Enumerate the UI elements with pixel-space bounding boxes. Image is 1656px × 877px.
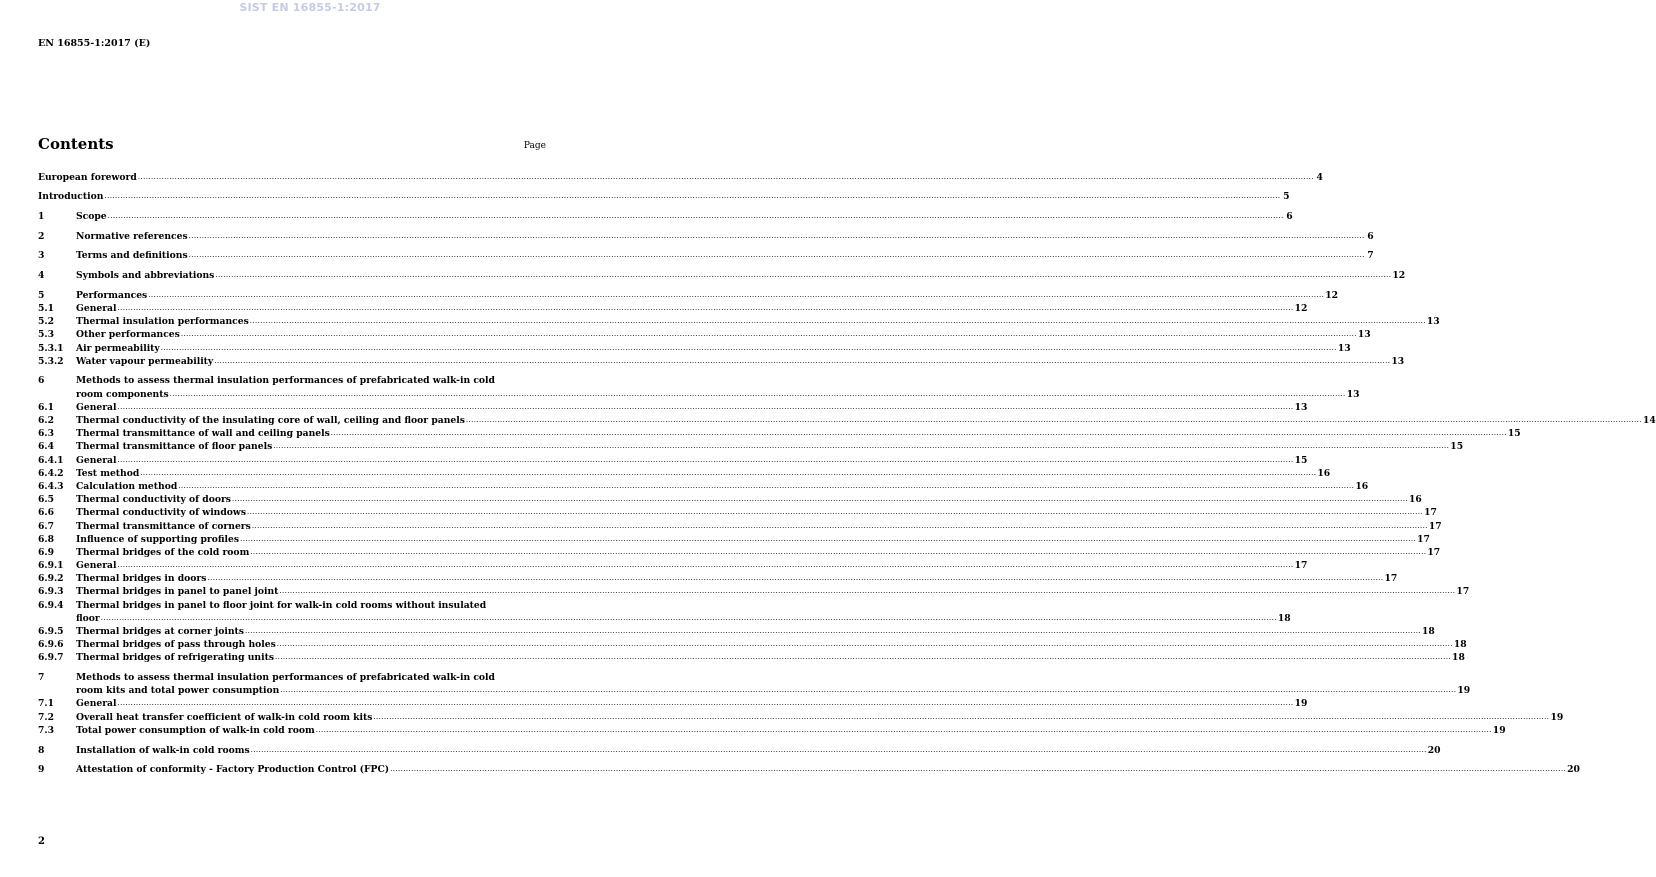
toc-entry-title: Thermal insulation performances <box>76 316 249 328</box>
toc-entry-page: 17 <box>1294 560 1308 572</box>
toc-entry-title: Test method <box>76 467 140 479</box>
toc-entry-page: 17 <box>1428 520 1442 532</box>
dot-leader <box>275 651 1451 664</box>
toc-entry-title: Water vapour permeability <box>76 355 214 367</box>
toc-entry[interactable] <box>38 638 1467 651</box>
dot-leader <box>280 684 1456 697</box>
dot-leader <box>138 171 1314 184</box>
toc-entry-number: 6 <box>38 375 45 387</box>
toc-entry[interactable] <box>38 288 1339 301</box>
toc-entry-first-line <box>38 374 546 387</box>
dot-leader <box>118 559 1294 572</box>
toc-entry-title: Thermal bridges at corner joints <box>76 626 244 637</box>
dot-leader <box>178 480 1354 493</box>
toc-entry-page: 18 <box>1277 612 1291 624</box>
toc-entry-page: 17 <box>1384 573 1398 585</box>
dot-leader <box>279 585 1455 598</box>
toc-entry-number: 6.5 <box>38 494 54 506</box>
toc-entry-title: Symbols and abbreviations <box>76 270 215 282</box>
toc-entry-title: Influence of supporting profiles <box>76 533 240 545</box>
toc-entry[interactable] <box>38 479 1369 492</box>
toc-entry-page: 19 <box>1550 711 1564 723</box>
toc-entry-title: Calculation method <box>76 480 178 492</box>
table-of-contents <box>38 170 1656 776</box>
toc-entry-number: 6.4.3 <box>38 480 64 492</box>
toc-entry-number: 6.4.2 <box>38 467 64 479</box>
toc-entry-title: Overall heat transfer coefficient of walk-in cold room kits <box>76 711 373 723</box>
toc-entry-page: 17 <box>1456 586 1470 598</box>
toc-entry[interactable] <box>38 532 1430 545</box>
toc-entry[interactable] <box>38 341 1351 354</box>
dot-leader <box>207 572 1383 585</box>
toc-entry-page: 16 <box>1409 494 1422 506</box>
toc-entry[interactable] <box>38 611 1291 624</box>
toc-entry-page: 15 <box>1450 441 1464 453</box>
dot-leader <box>252 520 1428 533</box>
dot-leader <box>215 269 1391 282</box>
toc-entry-number: 1 <box>38 211 45 223</box>
dot-leader <box>316 724 1492 737</box>
toc-entry[interactable] <box>38 506 1437 519</box>
toc-entry-title: General <box>76 454 117 466</box>
toc-entry-title: General <box>76 560 117 572</box>
toc-entry-title: Air permeability <box>76 342 160 354</box>
toc-entry-number: 6.9.7 <box>38 652 64 664</box>
dot-leader <box>214 355 1390 368</box>
toc-entry-page: 18 <box>1452 652 1465 664</box>
toc-entry-number: 6.4.1 <box>38 454 64 466</box>
toc-entry-page: 13 <box>1426 316 1440 328</box>
toc-entry-title: Thermal transmittance of floor panels <box>76 441 273 453</box>
toc-entry[interactable] <box>38 268 1406 282</box>
toc-entry-number: 7.2 <box>38 711 54 723</box>
toc-entry-page: 6 <box>1367 230 1374 242</box>
dot-leader <box>251 744 1427 757</box>
page-number: 2 <box>38 836 45 847</box>
toc-entry-number: 5.1 <box>38 303 54 314</box>
dot-leader <box>108 210 1284 223</box>
contents-heading: Contents <box>38 135 114 153</box>
toc-entry-title: Other performances <box>76 329 180 341</box>
toc-entry-page: 18 <box>1453 639 1467 651</box>
dot-leader <box>247 506 1423 519</box>
dot-leader <box>161 342 1337 355</box>
toc-entry-title: Total power consumption of walk-in cold room <box>76 724 315 736</box>
toc-entry[interactable] <box>38 229 1374 242</box>
toc-entry[interactable] <box>38 427 1521 440</box>
toc-entry-title: Introduction <box>38 191 104 203</box>
toc-entry[interactable] <box>38 170 1323 183</box>
toc-entry-title: General <box>76 401 117 413</box>
toc-entry-number: 6.9.6 <box>38 639 64 651</box>
toc-entry-title: Thermal bridges of refrigerating units <box>76 652 274 664</box>
toc-entry-title: Thermal conductivity of doors <box>76 494 231 506</box>
toc-entry[interactable] <box>38 651 1465 664</box>
toc-entry-number: 6.6 <box>38 507 54 519</box>
toc-entry-number: 6.8 <box>38 533 54 545</box>
toc-entry-page: 12 <box>1392 270 1406 282</box>
toc-entry[interactable] <box>38 558 1308 572</box>
toc-entry-first-line <box>38 598 546 611</box>
toc-entry-number: 6.2 <box>38 415 54 426</box>
toc-entry[interactable] <box>38 743 1441 756</box>
toc-entry-title: Scope <box>76 211 107 223</box>
toc-entry-page: 15 <box>1294 454 1308 466</box>
toc-entry-page: 19 <box>1294 698 1308 710</box>
dot-leader <box>240 533 1416 546</box>
toc-entry[interactable] <box>38 328 1371 341</box>
toc-entry-title: Thermal bridges of pass through holes <box>76 639 276 651</box>
toc-entry[interactable] <box>38 545 1441 558</box>
toc-entry-page: 17 <box>1424 507 1437 519</box>
toc-entry-number: 6.9.5 <box>38 626 64 637</box>
toc-entry-number: 2 <box>38 230 45 242</box>
toc-entry-number: 7 <box>38 672 45 684</box>
toc-entry-page: 12 <box>1294 303 1308 314</box>
toc-entry[interactable] <box>38 453 1308 466</box>
toc-entry-number: 7.1 <box>38 698 54 710</box>
toc-entry[interactable] <box>38 466 1331 479</box>
page-column-label: Page <box>523 141 546 151</box>
toc-entry-number: 6.1 <box>38 401 54 413</box>
toc-entry-page: 14 <box>1642 415 1656 426</box>
toc-entry[interactable] <box>38 400 1308 413</box>
toc-entry-page: 19 <box>1457 685 1471 697</box>
document-id: EN 16855-1:2017 (E) <box>38 38 151 49</box>
toc-entry[interactable] <box>38 492 1422 506</box>
dot-leader <box>181 328 1357 341</box>
toc-entry-title: General <box>76 303 117 314</box>
toc-entry-first-line <box>38 670 546 683</box>
toc-entry-page: 17 <box>1427 546 1441 558</box>
toc-entry-number: 6.9.4 <box>38 599 64 611</box>
toc-entry[interactable] <box>38 585 1470 598</box>
toc-entry-page: 18 <box>1422 626 1435 637</box>
toc-entry-number: 6.3 <box>38 428 54 440</box>
dot-leader <box>118 454 1294 467</box>
toc-entry[interactable] <box>38 723 1506 736</box>
toc-entry-title: room kits and total power consumption <box>76 685 280 697</box>
toc-entry-number: 6.9.2 <box>38 573 64 585</box>
toc-entry-title: Thermal conductivity of the insulating core of wall, ceiling and floor panels <box>76 415 465 426</box>
toc-entry-title-line1: Thermal bridges in panel to floor joint for walk-in cold rooms without insulated <box>76 599 487 611</box>
toc-entry-number: 5.3.2 <box>38 355 64 367</box>
toc-entry-number: 6.7 <box>38 520 54 532</box>
toc-entry-title: Attestation of conformity - Factory Production Control (FPC) <box>76 764 390 776</box>
toc-entry-page: 5 <box>1283 191 1290 203</box>
toc-entry-page: 13 <box>1357 329 1371 341</box>
toc-entry-title: Thermal bridges in panel to panel joint <box>76 586 279 598</box>
toc-entry-number: 5.3 <box>38 329 54 341</box>
toc-entry-title-line1: Methods to assess thermal insulation performances of prefabricated walk-in cold <box>76 375 495 387</box>
toc-entry-number: 6.4 <box>38 441 54 453</box>
dot-leader <box>104 190 1280 203</box>
dot-leader <box>118 697 1294 710</box>
toc-entry-title: Performances <box>76 289 148 301</box>
dot-leader <box>277 638 1453 651</box>
toc-entry-number: 4 <box>38 270 45 282</box>
toc-entry-number: 5 <box>38 289 45 301</box>
dot-leader <box>250 315 1426 328</box>
toc-entry-number: 5.3.1 <box>38 342 64 354</box>
dot-leader <box>170 388 1346 401</box>
toc-entry[interactable] <box>38 684 1471 697</box>
dot-leader <box>118 302 1294 315</box>
toc-entry-title-line1: Methods to assess thermal insulation performances of prefabricated walk-in cold <box>76 672 495 684</box>
toc-entry[interactable] <box>38 387 1360 400</box>
toc-entry[interactable] <box>38 413 1656 426</box>
toc-entry-number: 6.9.1 <box>38 560 64 572</box>
dot-leader <box>245 625 1421 638</box>
toc-entry-page: 17 <box>1417 533 1430 545</box>
toc-entry[interactable] <box>38 190 1290 203</box>
toc-entry-number: 5.2 <box>38 316 54 328</box>
toc-entry-title: General <box>76 698 117 710</box>
dot-leader <box>232 493 1408 506</box>
dot-leader <box>273 440 1449 453</box>
toc-entry-title: floor <box>76 612 100 624</box>
toc-entry[interactable] <box>38 249 1374 262</box>
toc-entry[interactable] <box>38 519 1442 532</box>
dot-leader <box>189 249 1365 262</box>
toc-entry-number: 3 <box>38 250 45 262</box>
toc-entry-number: 6.9 <box>38 546 54 558</box>
dot-leader <box>466 414 1642 427</box>
toc-entry-page: 13 <box>1391 355 1405 367</box>
toc-entry-page: 7 <box>1367 250 1374 262</box>
toc-entry-page: 13 <box>1337 342 1351 354</box>
toc-entry[interactable] <box>38 209 1293 223</box>
dot-leader <box>390 763 1566 776</box>
dot-leader <box>140 467 1316 480</box>
toc-entry-page: 16 <box>1317 467 1331 479</box>
toc-entry[interactable] <box>38 710 1564 723</box>
toc-entry[interactable] <box>38 763 1580 776</box>
toc-entry[interactable] <box>38 624 1435 637</box>
toc-entry-page: 4 <box>1316 171 1323 183</box>
dot-leader <box>189 230 1365 243</box>
toc-entry-title: room components <box>76 388 169 400</box>
toc-entry-title: European foreword <box>38 171 137 183</box>
toc-entry[interactable] <box>38 315 1440 328</box>
toc-entry-title: Thermal conductivity of windows <box>76 507 247 519</box>
toc-entry-page: 13 <box>1294 401 1308 413</box>
toc-entry-page: 15 <box>1507 428 1521 440</box>
watermark: SIST EN 16855-1:2017 <box>239 1 381 14</box>
toc-entry-title: Terms and definitions <box>76 250 188 262</box>
toc-entry-page: 16 <box>1355 480 1369 492</box>
dot-leader <box>148 289 1324 302</box>
toc-entry-page: 6 <box>1286 211 1293 223</box>
toc-entry-title: Thermal transmittance of wall and ceiling panels <box>76 428 330 440</box>
toc-entry-page: 20 <box>1427 744 1441 756</box>
toc-entry-page: 20 <box>1567 764 1580 776</box>
toc-entry-title: Thermal transmittance of corners <box>76 520 251 532</box>
dot-leader <box>250 546 1426 559</box>
toc-entry-number: 7.3 <box>38 724 54 736</box>
dot-leader <box>373 711 1549 724</box>
toc-entry[interactable] <box>38 440 1464 453</box>
toc-entry[interactable] <box>38 572 1398 585</box>
toc-entry-page: 19 <box>1492 724 1506 736</box>
toc-entry[interactable] <box>38 301 1308 314</box>
toc-entry[interactable] <box>38 354 1405 367</box>
toc-entry-title: Installation of walk-in cold rooms <box>76 744 250 756</box>
toc-entry-number: 8 <box>38 744 45 756</box>
toc-entry-title: Thermal bridges of the cold room <box>76 546 250 558</box>
toc-entry-title: Normative references <box>76 230 188 242</box>
dot-leader <box>331 427 1507 440</box>
dot-leader <box>118 401 1294 414</box>
toc-entry-number: 9 <box>38 764 45 776</box>
toc-entry-title: Thermal bridges in doors <box>76 573 207 585</box>
toc-entry[interactable] <box>38 697 1308 710</box>
toc-entry-page: 13 <box>1346 388 1360 400</box>
toc-entry-number: 6.9.3 <box>38 586 64 598</box>
toc-entry-page: 12 <box>1325 289 1339 301</box>
dot-leader <box>101 612 1277 625</box>
